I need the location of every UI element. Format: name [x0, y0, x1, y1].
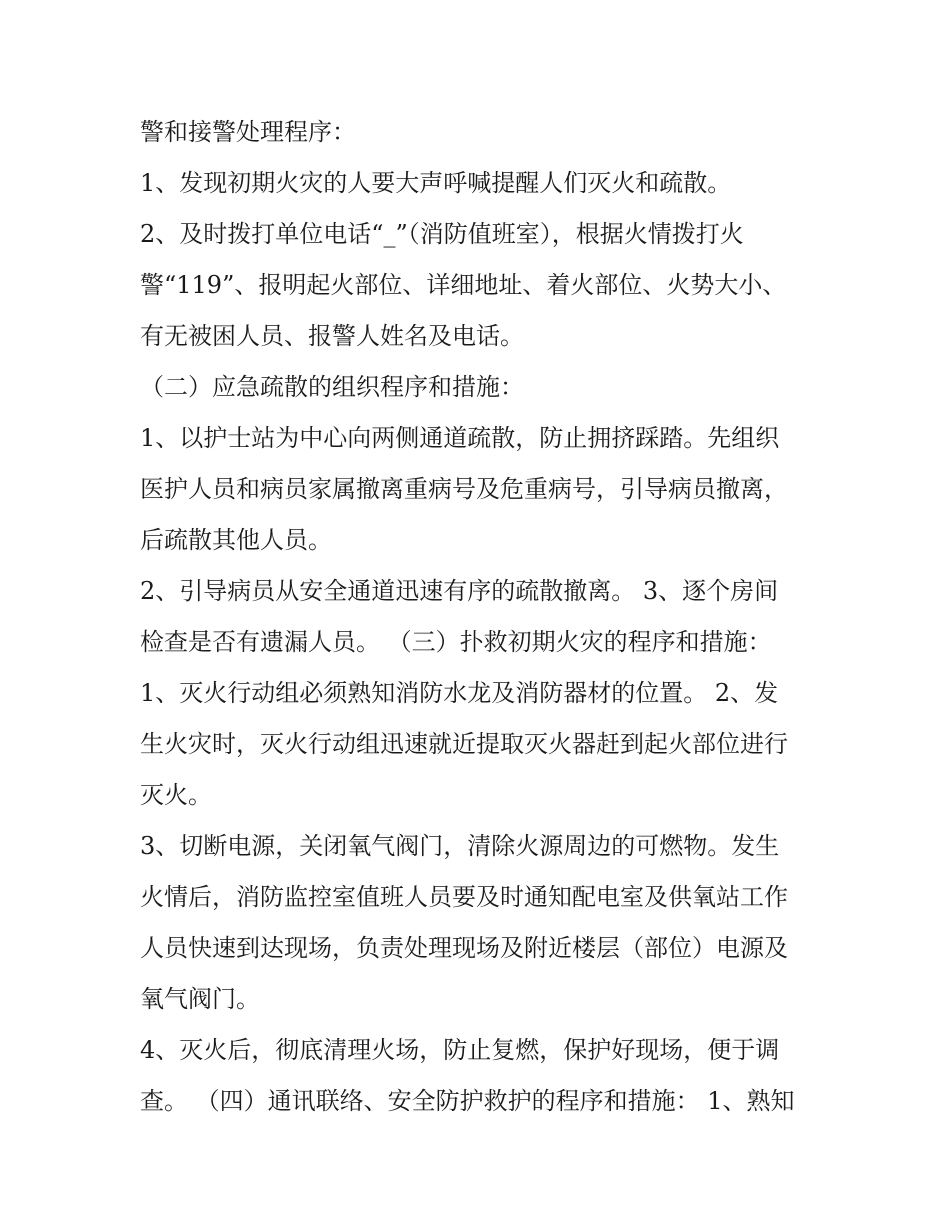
- text-line: 4、灭火后，彻底清理火场，防止复燃，保护好现场，便于调: [140, 1036, 780, 1064]
- text-line: 有无被困人员、报警人姓名及电话。: [140, 322, 524, 350]
- text-line: 1、灭火行动组必须熟知消防水龙及消防器材的位置。 2、发: [140, 679, 779, 707]
- text-line: 2、及时拨打单位电话“_”（消防值班室），根据火情拨打火: [140, 220, 744, 248]
- text-line: 医护人员和病员家属撤离重病号及危重病号，引导病员撤离，: [140, 475, 788, 503]
- text-line: 警和接警处理程序：: [140, 118, 356, 146]
- text-line: 氧气阀门。: [140, 985, 260, 1013]
- text-line: 3、切断电源，关闭氧气阀门，清除火源周边的可燃物。发生: [140, 832, 780, 860]
- text-line: 查。 （四）通讯联络、安全防护救护的程序和措施： 1、熟知: [140, 1087, 795, 1115]
- text-line: 1、以护士站为中心向两侧通道疏散，防止拥挤踩踏。先组织: [140, 424, 780, 452]
- text-line: 1、发现初期火灾的人要大声呼喊提醒人们灭火和疏散。: [140, 169, 732, 197]
- text-line: 2、引导病员从安全通道迅速有序的疏散撤离。 3、逐个房间: [140, 577, 779, 605]
- document-body: [140, 107, 820, 1127]
- text-line: （二）应急疏散的组织程序和措施：: [140, 373, 524, 401]
- text-line: 火情后，消防监控室值班人员要及时通知配电室及供氧站工作: [140, 883, 788, 911]
- text-line: 生火灾时，灭火行动组迅速就近提取灭火器赶到起火部位进行: [140, 730, 788, 758]
- text-line: 警“119”、报明起火部位、详细地址、着火部位、火势大小、: [140, 271, 787, 299]
- text-line: 后疏散其他人员。: [140, 526, 332, 554]
- text-line: 检查是否有遗漏人员。 （三）扑救初期火灾的程序和措施：: [140, 628, 772, 656]
- text-line: 人员快速到达现场，负责处理现场及附近楼层（部位）电源及: [140, 934, 788, 962]
- text-line: 灭火。: [140, 781, 212, 809]
